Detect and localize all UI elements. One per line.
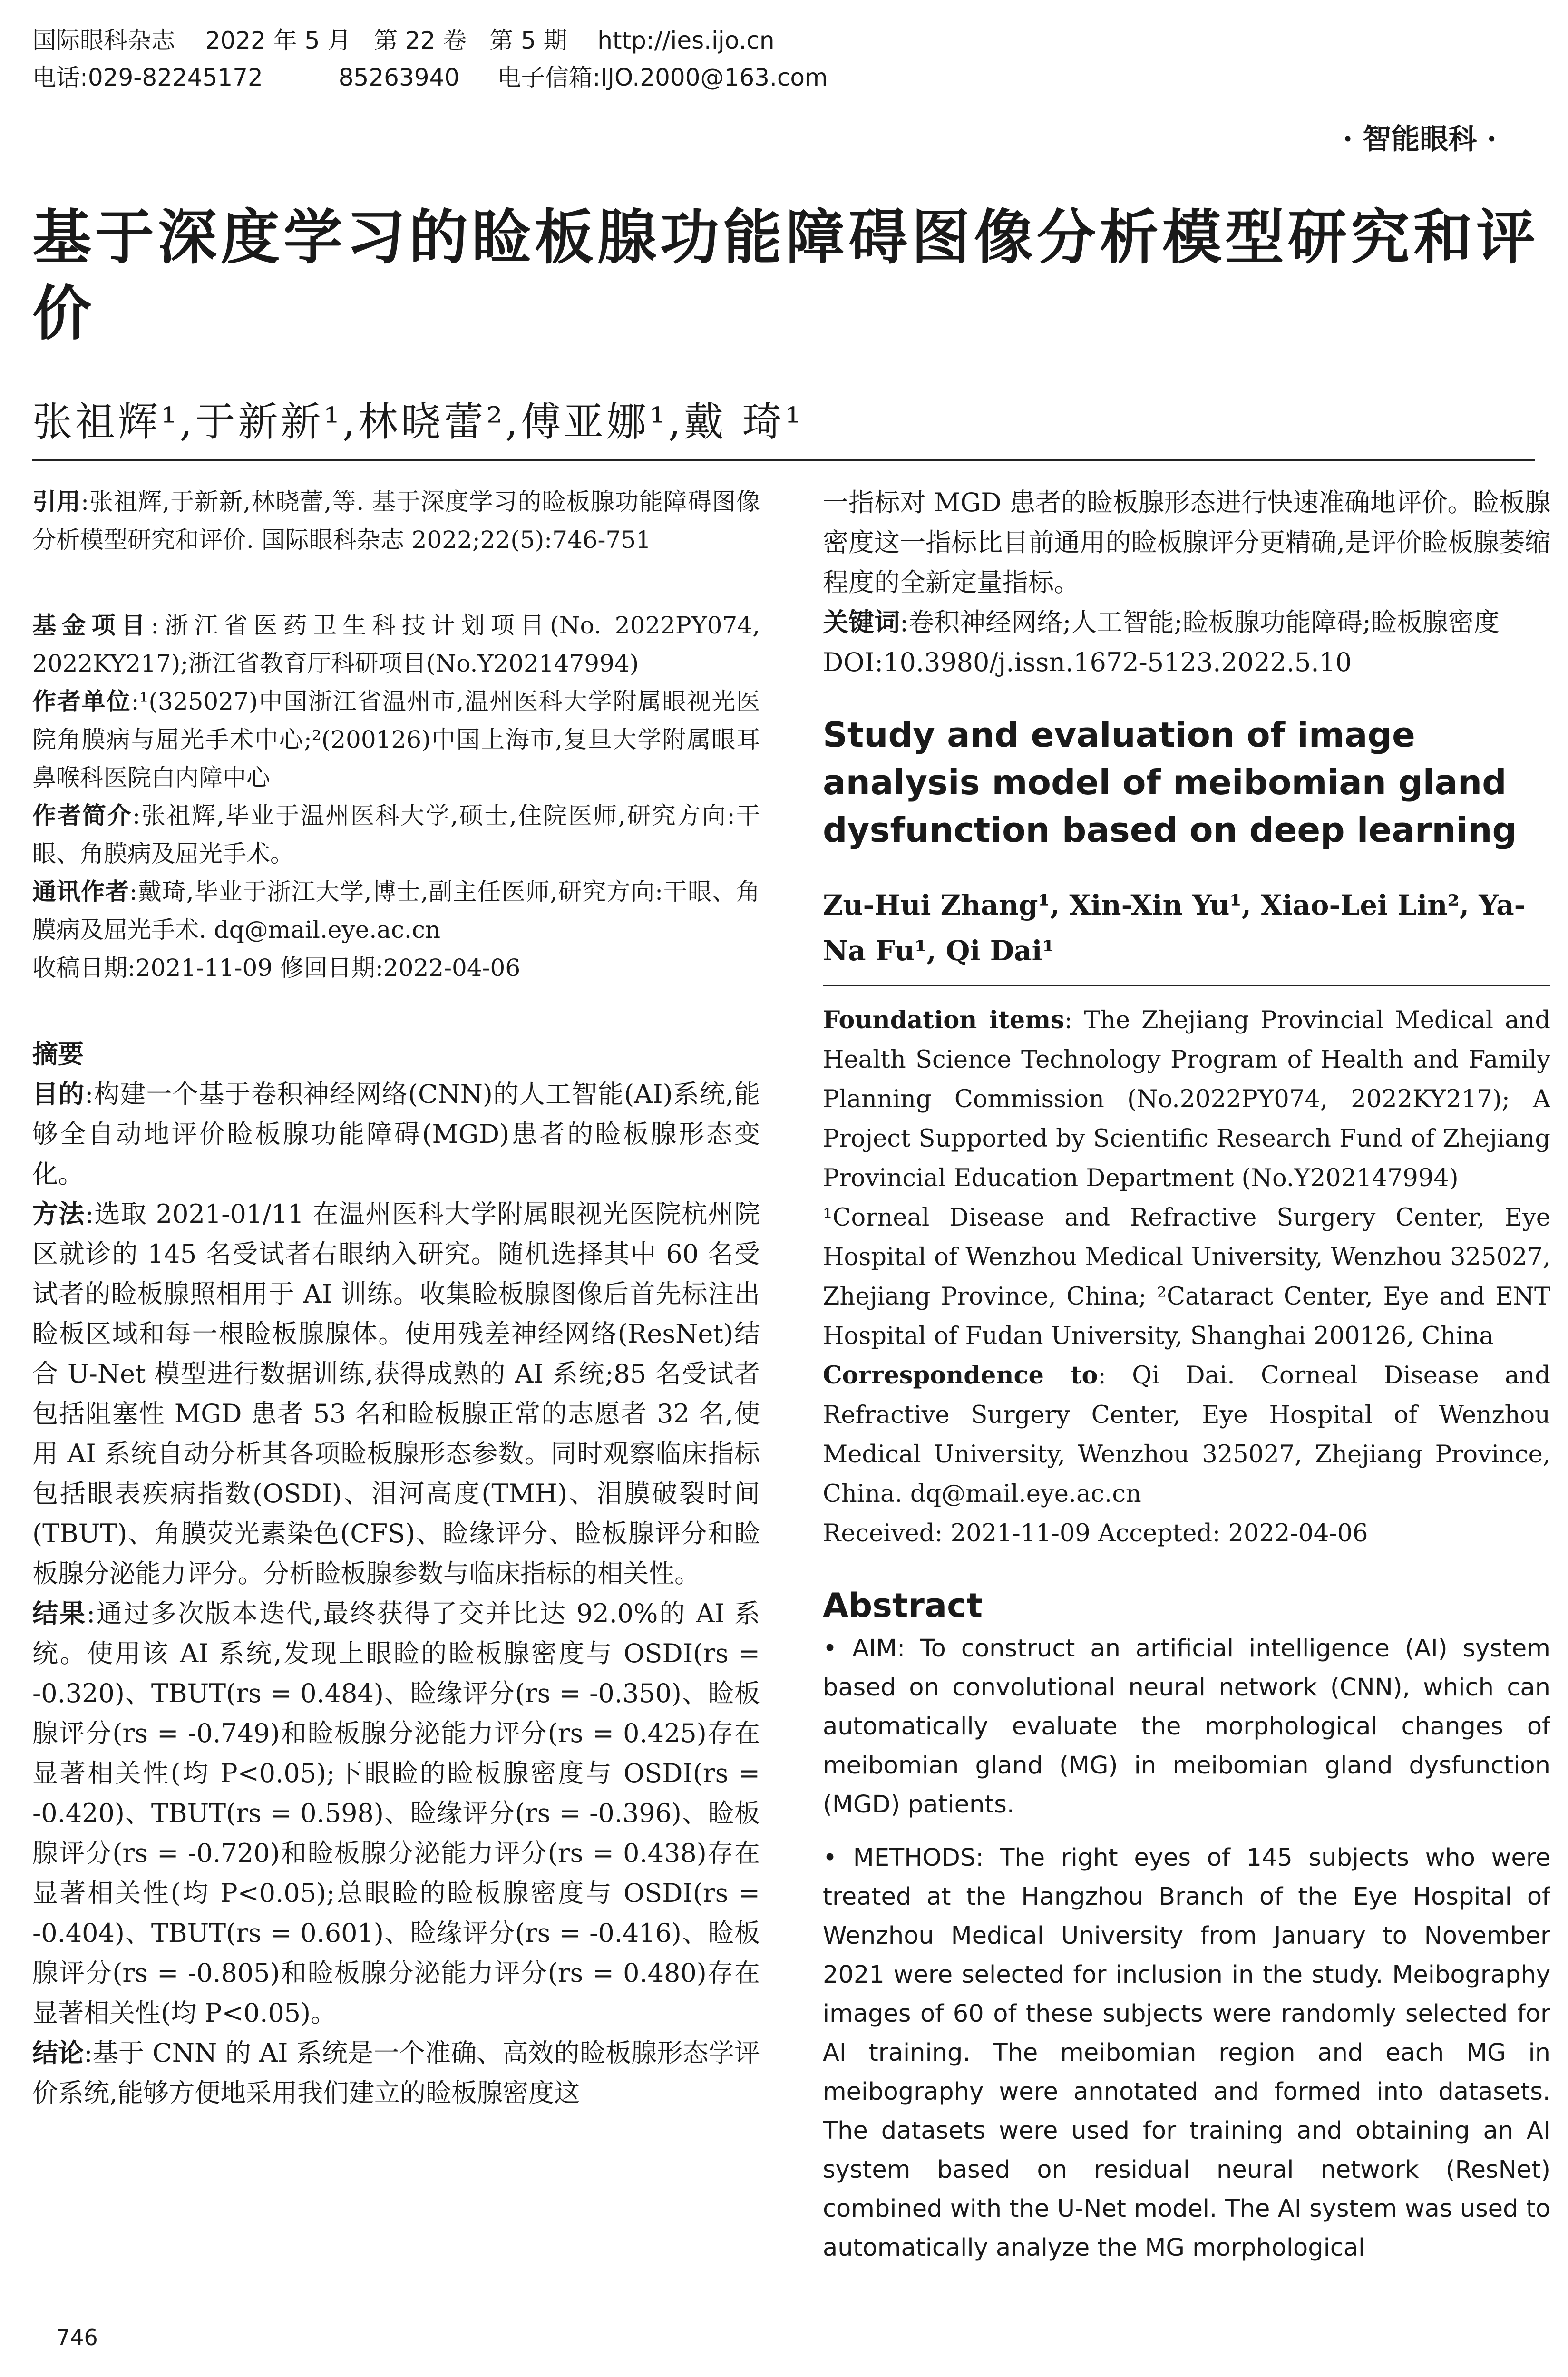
- page-number: 746: [56, 2325, 98, 2350]
- header-line-2: 电话:029-82245172 85263940 电子信箱:IJO.2000@163.com: [32, 64, 828, 91]
- article-title: 基于深度学习的睑板腺功能障碍图像分析模型研究和评价: [32, 204, 1539, 348]
- abstract-results-cn: 结果:通过多次版本迭代,最终获得了交并比达 92.0%的 AI 系统。使用该 AI 系统,发现上眼睑的睑板腺密度与 OSDI(rs = -0.320)、TBUT(rs = 0.484)、睑缘评分(rs = -0.350)、睑板腺评分(rs = -0.749)和睑板腺分泌能力评分(rs = 0.425)存在显著相关性(均 P<0.05);下眼睑的睑板腺密度与 OSDI(rs = -0.420)、TBUT(rs = 0.598)、睑缘评分(rs = -0.396)、睑板腺评分(rs = -0.720)和睑板腺分泌能力评分(rs = 0.438)存在显著相关性(均 P<0.05);总眼睑的睑板腺密度与 OSDI(rs = -0.404)、TBUT(rs = 0.601)、睑缘评分(rs = -0.416)、睑板腺评分(rs = -0.805)和睑板腺分泌能力评分(rs = 0.480)存在显著相关性(均 P<0.05)。: [32, 1598, 760, 2028]
- right-column: [823, 483, 1550, 2328]
- author-affiliation: 作者单位:¹(325027)中国浙江省温州市,温州医科大学附属眼视光医院角膜病与屈光手术中心;²(200126)中国上海市,复旦大学附属眼耳鼻喉科医院白内障中心: [32, 688, 760, 791]
- abstract-heading-cn: 摘要: [32, 1039, 84, 1069]
- keywords-cn: 关键词:卷积神经网络;人工智能;睑板腺功能障碍;睑板腺密度: [823, 607, 1500, 637]
- abstract-aim-en: • AIM: To construct an artificial intelligence (AI) system based on convolutional neural network (CNN), which can automatically evaluate the morphological changes of meibomian gland (MG) in meibomian gland dysfunction (MGD) patients.: [823, 1635, 1550, 1819]
- abstract-heading-en: Abstract: [823, 1586, 983, 1625]
- abstract-aim-cn: 目的:构建一个基于卷积神经网络(CNN)的人工智能(AI)系统,能够全自动地评价睑板腺功能障碍(MGD)患者的睑板腺形态变化。: [32, 1079, 760, 1189]
- received-dates: 收稿日期:2021-11-09 修回日期:2022-04-06: [32, 954, 521, 982]
- title-divider: [32, 459, 1535, 461]
- english-title: Study and evaluation of image analysis model of meibomian gland dysfunction based on deep learning: [823, 715, 1517, 850]
- foundation-items: Foundation items: The Zhejiang Provincial Medical and Health Science Technology Program of Health and Family Planning Commission (No.2022PY074, 2022KY217); A Project Supported by Scientific Research Fund of Zhejiang Provincial Education Department (No.Y202147994): [823, 1006, 1550, 1192]
- author-bio: 作者简介:张祖辉,毕业于温州医科大学,硕士,住院医师,研究方向:干眼、角膜病及屈光手术。: [32, 802, 760, 867]
- correspondence-en: Correspondence to: Qi Dai. Corneal Disease and Refractive Surgery Center, Eye Hospital of Wenzhou Medical University, Wenzhou 325027, Zhejiang Province, China. dq@mail.eye.ac.cn: [823, 1361, 1550, 1508]
- section-tag: · 智能眼科 ·: [1343, 123, 1497, 156]
- english-authors-divider: [823, 985, 1550, 986]
- affiliation-en: ¹Corneal Disease and Refractive Surgery Center, Eye Hospital of Wenzhou Medical University, Wenzhou 325027, Zhejiang Province, China; ²Cataract Center, Eye and ENT Hospital of Fudan University, Shanghai 200126, China: [823, 1204, 1550, 1350]
- left-column: [32, 483, 760, 2328]
- journal-header: [32, 22, 1535, 96]
- english-authors: Zu-Hui Zhang¹, Xin-Xin Yu¹, Xiao-Lei Lin², Ya-Na Fu¹, Qi Dai¹: [823, 889, 1526, 967]
- received-accepted-en: Received: 2021-11-09 Accepted: 2022-04-06: [823, 1520, 1368, 1548]
- abstract-methods-cn: 方法:选取 2021-01/11 在温州医科大学附属眼视光医院杭州院区就诊的 145 名受试者右眼纳入研究。随机选择其中 60 名受试者的睑板腺照相用于 AI 训练。收集睑板腺图像后首先标注出睑板区域和每一根睑板腺腺体。使用残差神经网络(ResNet)结合 U-Net 模型进行数据训练,获得成熟的 AI 系统;85 名受试者包括阻塞性 MGD 患者 53 名和睑板腺正常的志愿者 32 名,使用 AI 系统自动分析其各项睑板腺形态参数。同时观察临床指标包括眼表疾病指数(OSDI)、泪河高度(TMH)、泪膜破裂时间(TBUT)、角膜荧光素染色(CFS)、睑缘评分、睑板腺评分和睑板腺分泌能力评分。分析睑板腺参数与临床指标的相关性。: [32, 1199, 760, 1588]
- fund-info: 基金项目:浙江省医药卫生科技计划项目(No. 2022PY074, 2022KY217);浙江省教育厅科研项目(No.Y202147994): [32, 612, 760, 677]
- doi: DOI:10.3980/j.issn.1672-5123.2022.5.10: [823, 647, 1352, 677]
- citation: 引用:张祖辉,于新新,林晓蕾,等. 基于深度学习的睑板腺功能障碍图像分析模型研究和评价. 国际眼科杂志 2022;22(5):746-751: [32, 488, 760, 554]
- header-line-1: 国际眼科杂志 2022 年 5 月 第 22 卷 第 5 期 http://ies.ijo.cn: [32, 27, 775, 54]
- abstract-methods-en: • METHODS: The right eyes of 145 subjects who were treated at the Hangzhou Branch of the Eye Hospital of Wenzhou Medical University from January to November 2021 were selected for inclusion in the study. Meibography images of 60 of these subjects were randomly selected for AI training. The meibomian region and each MG in meibography were annotated and formed into datasets. The datasets were used for training and obtaining an AI system based on residual neural network (ResNet) combined with the U-Net model. The AI system was used to automatically analyze the MG morphological: [823, 1844, 1550, 2262]
- corresponding-author: 通讯作者:戴琦,毕业于浙江大学,博士,副主任医师,研究方向:干眼、角膜病及屈光手术. dq@mail.eye.ac.cn: [32, 878, 760, 944]
- authors-cn: 张祖辉¹,于新新¹,林晓蕾²,傅亚娜¹,戴 琦¹: [32, 399, 804, 445]
- abstract-conclusion-cn: 结论:基于 CNN 的 AI 系统是一个准确、高效的睑板腺形态学评价系统,能够方便地采用我们建立的睑板腺密度这: [32, 2038, 760, 2108]
- abstract-conclusion-cn-continued: 一指标对 MGD 患者的睑板腺形态进行快速准确地评价。睑板腺密度这一指标比目前通用的睑板腺评分更精确,是评价睑板腺萎缩程度的全新定量指标。: [823, 487, 1550, 597]
